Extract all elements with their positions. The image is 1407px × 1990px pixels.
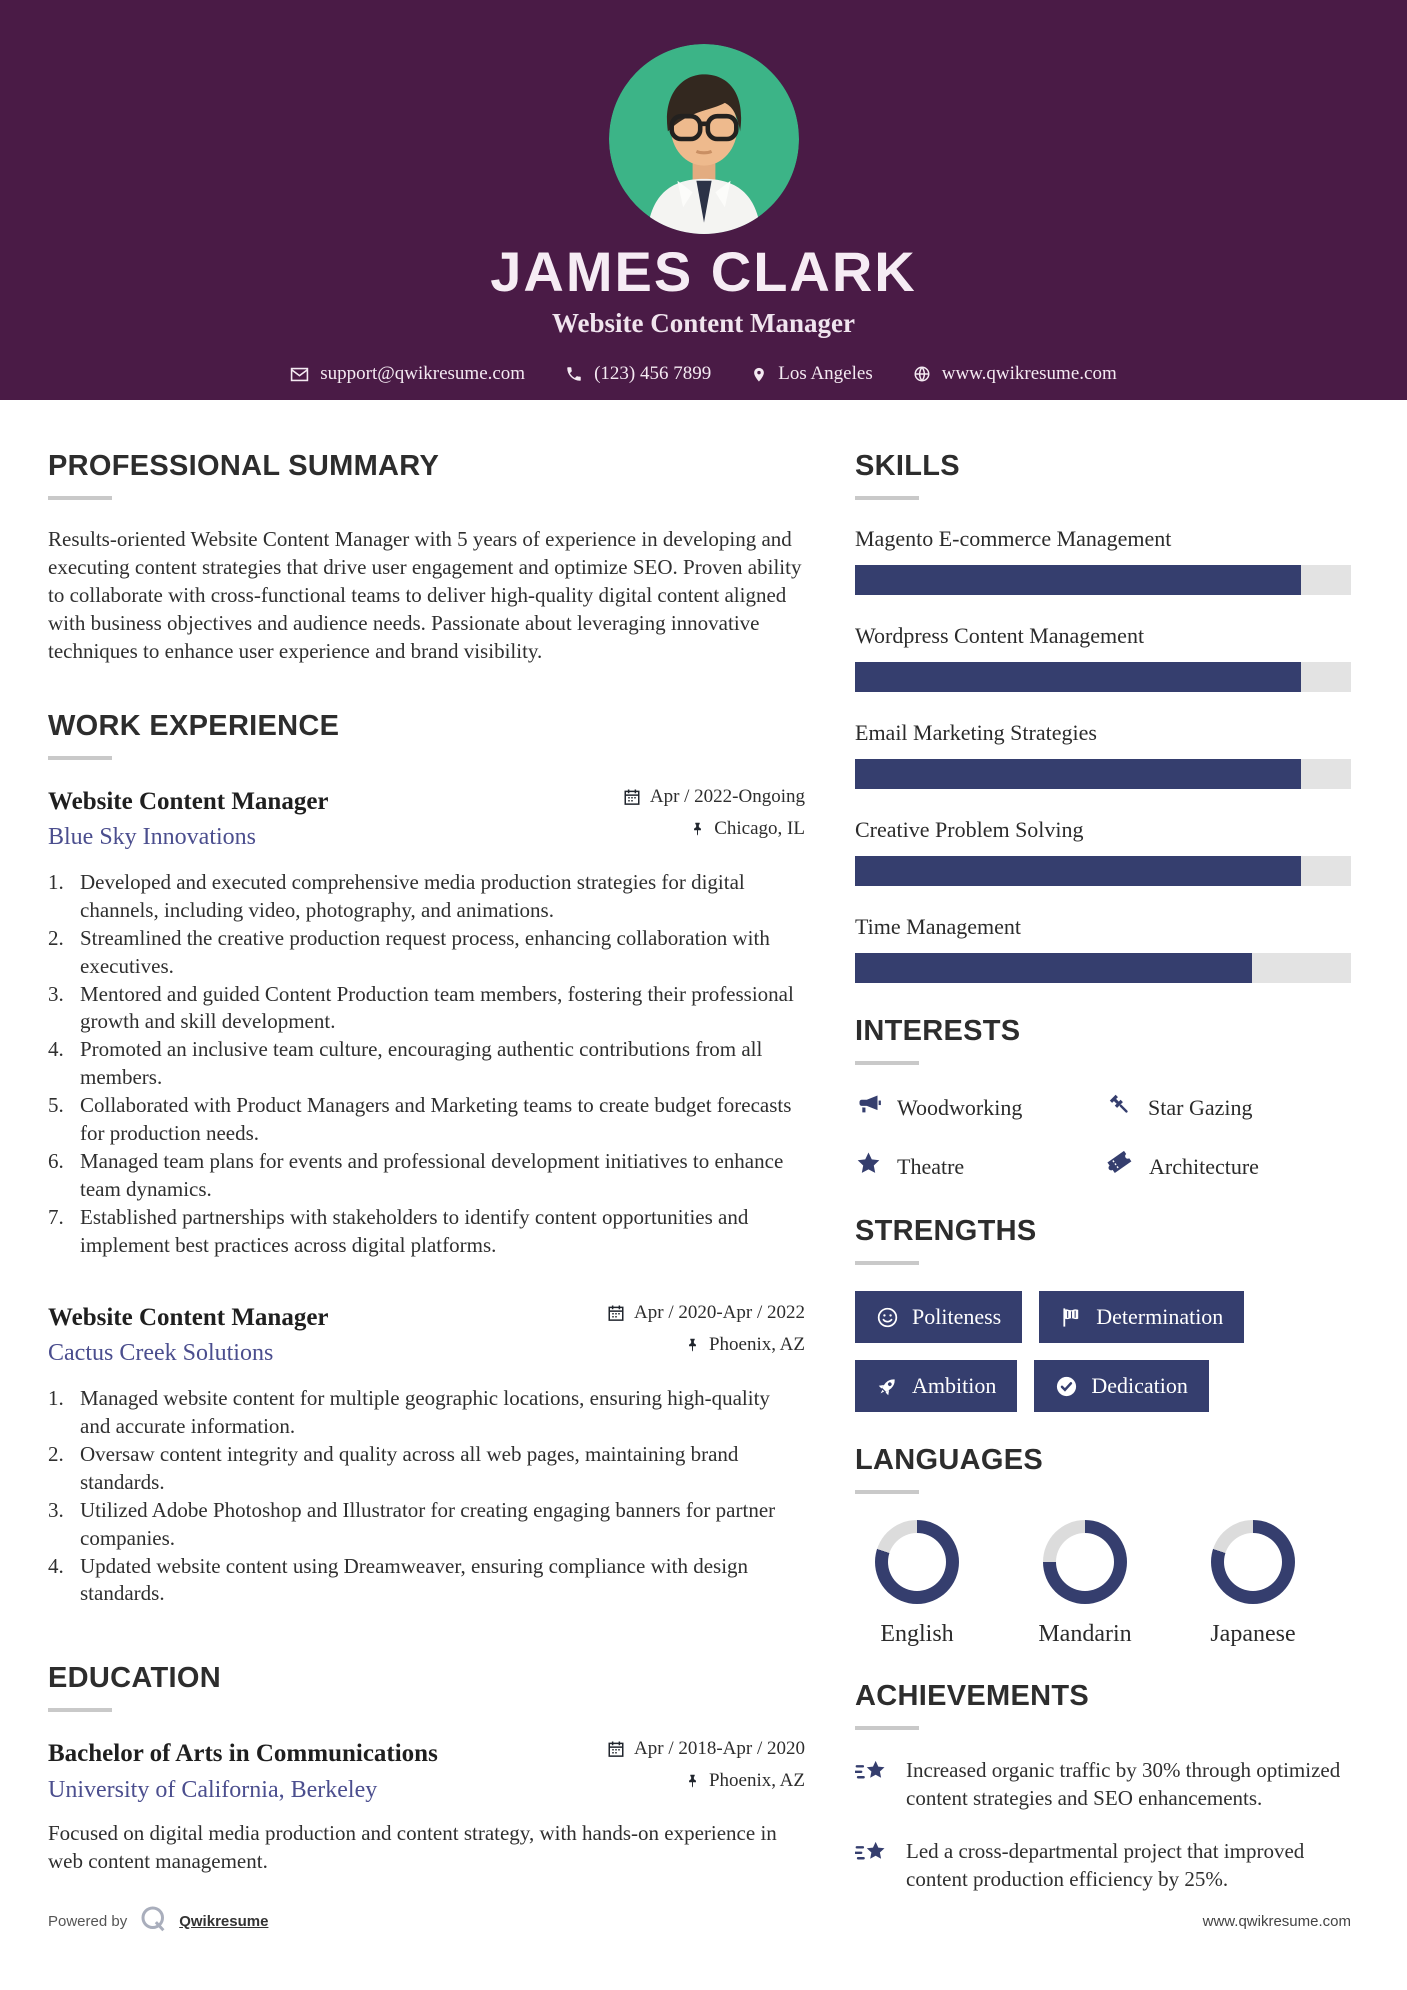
star-icon (855, 1150, 882, 1183)
education-header (48, 1738, 805, 1803)
heading-divider (48, 1708, 112, 1712)
page-footer (48, 1904, 1351, 1938)
skill-label: Time Management (855, 914, 1021, 939)
achievement-item (855, 1837, 1351, 1894)
job-location-row: Chicago, IL (623, 818, 805, 840)
language-item (1029, 1520, 1141, 1648)
skill-bar-track (855, 953, 1351, 983)
left-column (48, 452, 805, 1917)
job-title-company (48, 786, 329, 851)
qwikresume-link[interactable]: Qwikresume (179, 1912, 269, 1930)
summary-heading: PROFESSIONAL SUMMARY (48, 450, 440, 482)
language-donut-chart (1211, 1520, 1295, 1604)
summary-text: Results-oriented Website Content Manager with 5 years of experience in developing and executing content strategies that drive user engagement and optimize SEO. Proven ability to collaborate with cross-functional teams to deliver high-quality digital content aligned with business objectives and audience needs. Passionate about leveraging innovative techniques to enhance user experience and brand visibility. (48, 527, 802, 663)
skills-heading: SKILLS (855, 450, 960, 482)
smiley-icon (876, 1306, 899, 1329)
job-bullet: Established partnerships with stakeholders to identify content opportunities and implement best practices across digital platforms. (80, 1204, 749, 1257)
strength-label: Determination (1096, 1304, 1224, 1329)
skill-bar-fill (855, 953, 1252, 983)
flag-icon (1060, 1306, 1083, 1329)
job-header (48, 1302, 805, 1367)
interests-section (855, 1017, 1351, 1183)
shooting-star-icon (855, 1756, 889, 1813)
pushpin-icon (690, 820, 705, 838)
job-bullet: Managed website content for multiple geographic locations, ensuring high-quality and accurate information. (80, 1386, 770, 1438)
job-bullet: Developed and executed comprehensive media production strategies for digital channels, including video, photography, and animations. (80, 869, 745, 922)
education-degree-school (48, 1738, 438, 1803)
contact-bar (290, 363, 1116, 385)
job-title: Website Content Manager (48, 1303, 329, 1331)
education-description: Focused on digital media production and content strategy, with hands-on experience in web content management. (48, 1820, 777, 1873)
skill-bar-track (855, 856, 1351, 886)
education-school: University of California, Berkeley (48, 1776, 378, 1803)
languages-row (855, 1520, 1351, 1648)
interest-label: Theatre (897, 1153, 965, 1179)
strength-badge (1039, 1291, 1244, 1343)
skill-label: Creative Problem Solving (855, 817, 1084, 842)
profile-photo (609, 44, 799, 234)
strengths-section (855, 1217, 1351, 1412)
job-bullet: Managed team plans for events and professional development initiatives to enhance team dynamics. (80, 1149, 784, 1201)
skill-bar-fill (855, 759, 1301, 789)
achievement-item (855, 1756, 1351, 1813)
strength-badge (855, 1360, 1017, 1412)
education-dates-row: Apr / 2018-Apr / 2020 (607, 1738, 805, 1760)
language-item (861, 1520, 973, 1648)
job-location-row: Phoenix, AZ (607, 1334, 805, 1356)
job-title-company (48, 1302, 329, 1367)
skill-bar-track (855, 759, 1351, 789)
pushpin-icon (685, 1336, 700, 1354)
contact-location: Los Angeles (751, 363, 872, 385)
contact-website[interactable]: www.qwikresume.com (913, 363, 1117, 385)
globe-icon (913, 365, 931, 383)
work-experience-heading: WORK EXPERIENCE (48, 709, 340, 742)
skill-item (855, 623, 1351, 692)
skill-item (855, 817, 1351, 886)
job-bullet: Oversaw content integrity and quality across all web pages, maintaining brand standards. (80, 1441, 739, 1494)
job-bullet-list (48, 1385, 805, 1608)
strength-badge (1034, 1360, 1209, 1412)
achievement-text: Increased organic traffic by 30% through optimized content strategies and SEO enhancements. (906, 1758, 1341, 1811)
heading-divider (855, 496, 919, 500)
envelope-icon (290, 365, 309, 384)
education-meta (607, 1738, 805, 1802)
rocket-icon (876, 1375, 899, 1398)
phone-icon (565, 365, 583, 383)
shooting-star-icon (855, 1837, 889, 1894)
language-label: Mandarin (1038, 1621, 1132, 1647)
map-pin-icon (751, 365, 767, 384)
language-donut-chart (1043, 1520, 1127, 1604)
calendar-icon (607, 1740, 625, 1758)
heading-divider (855, 1061, 919, 1065)
powered-by-label: Powered by (48, 1912, 128, 1930)
achievements-heading: ACHIEVEMENTS (855, 1680, 1090, 1712)
education-degree: Bachelor of Arts in Communications (48, 1740, 438, 1768)
education-section (48, 1664, 805, 1875)
job-bullet: Collaborated with Product Managers and Marketing teams to create budget forecasts for production needs. (80, 1093, 792, 1146)
skill-item (855, 720, 1351, 789)
calendar-icon (607, 1304, 625, 1322)
skill-label: Email Marketing Strategies (855, 720, 1097, 745)
skill-bar-track (855, 662, 1351, 692)
skill-label: Magento E-commerce Management (855, 526, 1172, 551)
job-title: Website Content Manager (48, 787, 329, 815)
language-item (1197, 1520, 1309, 1648)
job-bullet: Promoted an inclusive team culture, encouraging authentic contributions from all members. (80, 1037, 763, 1090)
ticket-icon (1107, 1150, 1134, 1183)
interest-label: Woodworking (897, 1094, 1023, 1120)
languages-heading: LANGUAGES (855, 1444, 1043, 1476)
job-entry (48, 1302, 805, 1609)
languages-section (855, 1446, 1351, 1648)
megaphone-icon (855, 1091, 882, 1124)
interests-grid (855, 1091, 1351, 1183)
header-banner (0, 0, 1407, 400)
job-company: Blue Sky Innovations (48, 823, 256, 850)
pushpin-icon (685, 1772, 700, 1790)
job-entry (48, 786, 805, 1260)
job-bullet-list (48, 869, 805, 1260)
strength-label: Ambition (912, 1373, 997, 1398)
contact-phone[interactable]: (123) 456 7899 (565, 363, 711, 385)
person-name: JAMES CLARK (490, 240, 917, 303)
strength-badges (855, 1291, 1351, 1412)
job-bullet: Mentored and guided Content Production team members, fostering their professional growth and skill development. (80, 981, 794, 1034)
skill-bar-fill (855, 662, 1301, 692)
main-content (0, 400, 1407, 1917)
job-bullet: Streamlined the creative production request process, enhancing collaboration with executives. (80, 925, 770, 978)
heading-divider (855, 1490, 919, 1494)
calendar-icon (623, 788, 641, 806)
gavel-icon (1107, 1092, 1133, 1124)
person-job-title: Website Content Manager (552, 308, 855, 338)
job-bullet: Utilized Adobe Photoshop and Illustrator for creating engaging banners for partner companies. (80, 1497, 776, 1550)
skill-bar-fill (855, 856, 1301, 886)
interest-label: Architecture (1149, 1153, 1259, 1179)
profile-photo-illustration (609, 44, 799, 234)
job-meta (623, 786, 805, 850)
job-company: Cactus Creek Solutions (48, 1340, 274, 1367)
interest-item (1107, 1091, 1351, 1124)
heading-divider (48, 756, 112, 760)
interest-label: Star Gazing (1148, 1094, 1253, 1120)
skill-bar-track (855, 565, 1351, 595)
achievements-section (855, 1682, 1351, 1893)
skill-label: Wordpress Content Management (855, 623, 1145, 648)
heading-divider (48, 496, 112, 500)
education-location-row: Phoenix, AZ (607, 1770, 805, 1792)
job-bullet: Updated website content using Dreamweaver, ensuring compliance with design standards. (80, 1553, 749, 1606)
language-donut-chart (875, 1520, 959, 1604)
strength-label: Politeness (912, 1304, 1002, 1329)
job-dates-row: Apr / 2020-Apr / 2022 (607, 1302, 805, 1324)
qwikresume-logo-icon (139, 1904, 169, 1938)
strength-badge (855, 1291, 1022, 1343)
education-heading: EDUCATION (48, 1662, 221, 1695)
interest-item (855, 1150, 1099, 1183)
interest-item (855, 1091, 1099, 1124)
language-label: English (880, 1621, 954, 1647)
right-column (855, 452, 1351, 1917)
heading-divider (855, 1726, 919, 1730)
skill-bar-fill (855, 565, 1301, 595)
contact-email[interactable]: support@qwikresume.com (290, 363, 525, 385)
heading-divider (855, 1261, 919, 1265)
strengths-heading: STRENGTHS (855, 1215, 1037, 1247)
check-circle-icon (1055, 1375, 1078, 1398)
achievement-text: Led a cross-departmental project that improved content production efficiency by 25%. (906, 1838, 1305, 1892)
footer-url: www.qwikresume.com (1202, 1912, 1351, 1930)
interest-item (1107, 1150, 1351, 1183)
strength-label: Dedication (1091, 1373, 1188, 1398)
skill-item (855, 526, 1351, 595)
skill-item (855, 914, 1351, 983)
language-label: Japanese (1210, 1621, 1296, 1647)
job-header (48, 786, 805, 851)
job-meta (607, 1302, 805, 1366)
job-dates-row: Apr / 2022-Ongoing (623, 786, 805, 808)
interests-heading: INTERESTS (855, 1015, 1021, 1047)
